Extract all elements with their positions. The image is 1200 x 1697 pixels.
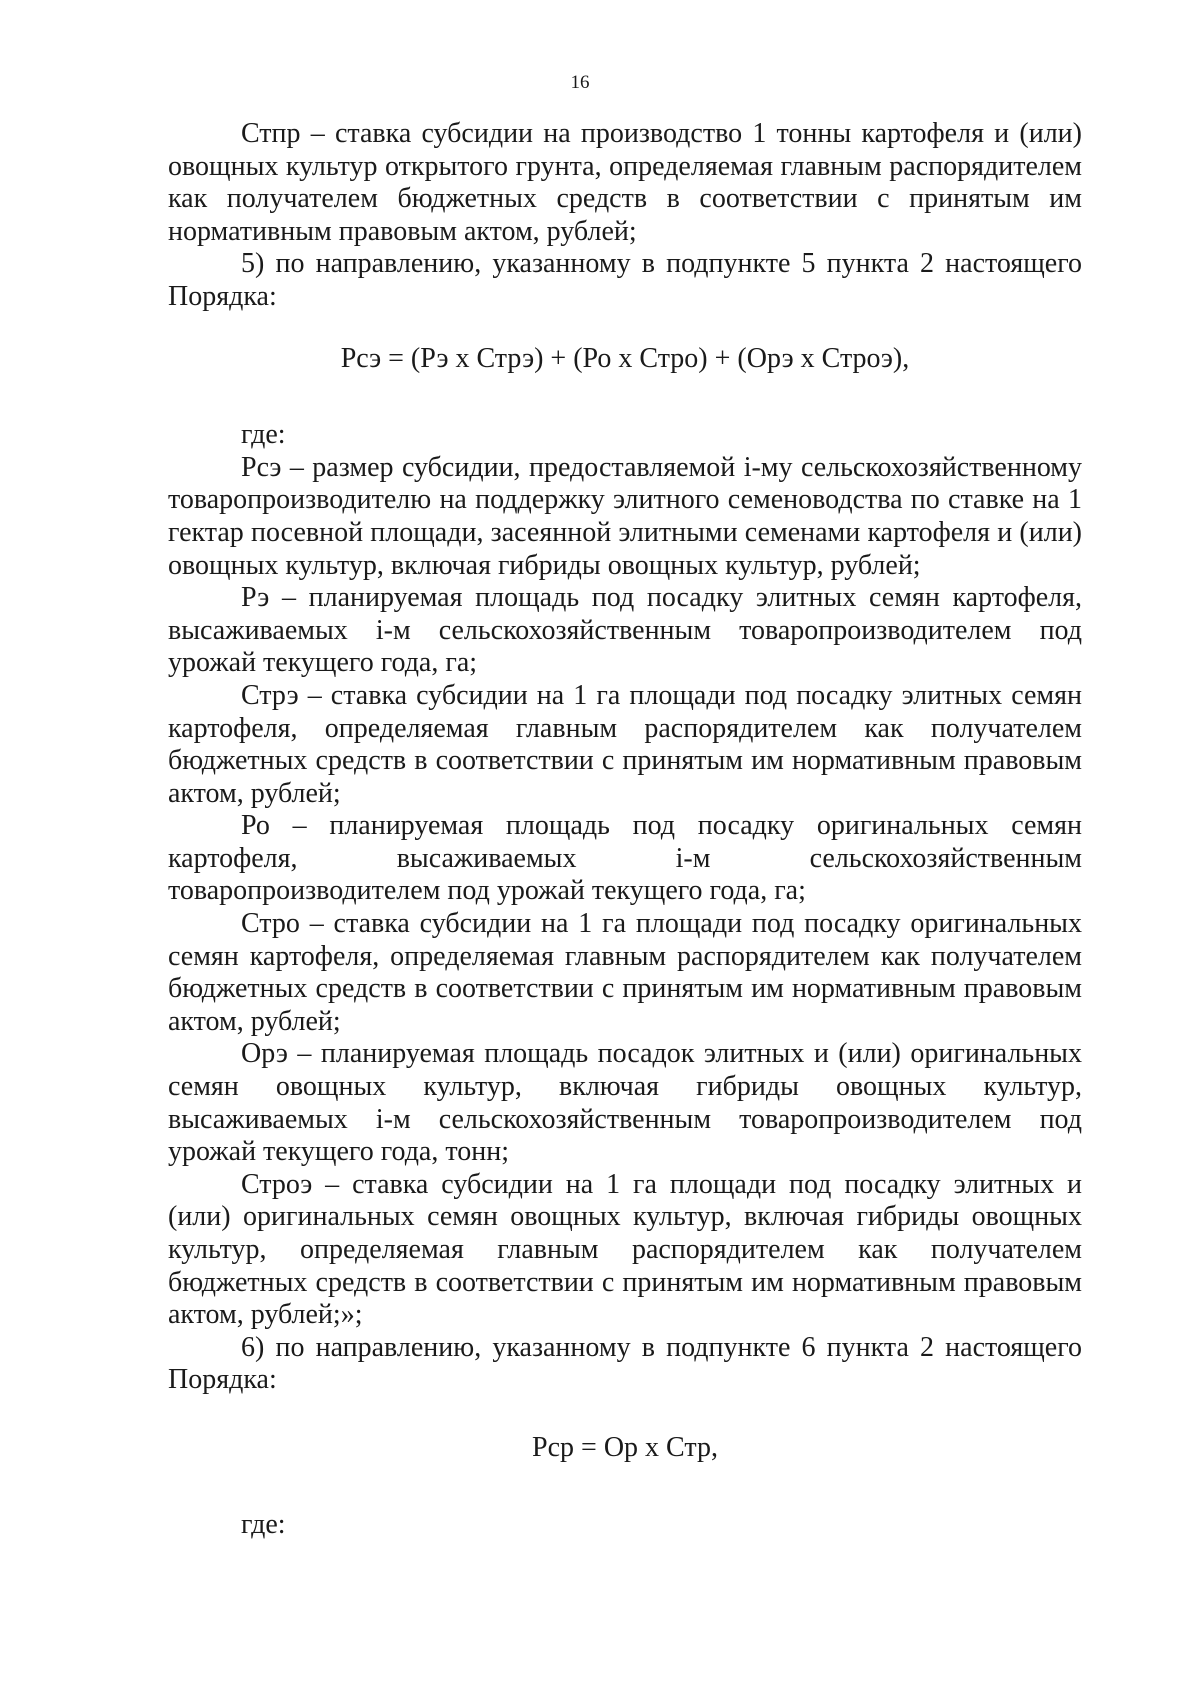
paragraph-re-definition: Рэ – планируемая площадь под посадку элитных семян картофеля, высаживаемых i-м сельскохозяйственным товаропроизводителем под урожай текущего года, га; — [168, 582, 1082, 679]
paragraph-ro-definition: Ро – планируемая площадь под посадку оригинальных семян картофеля, высаживаемых i-м сельскохозяйственным товаропроизводителем под урожай текущего года, га; — [168, 810, 1082, 907]
formula-rsr: Рср = Ор х Стр, — [532, 1431, 718, 1463]
paragraph-stro-definition: Стро – ставка субсидии на 1 га площади под посадку оригинальных семян картофеля, определяемая главным распорядителем как получателем бюджетных средств в соответствии с принятым им нормативным правовым актом, рублей; — [168, 908, 1082, 1037]
paragraph-direction-5: 5) по направлению, указанному в подпункте 5 пункта 2 настоящего Порядка: — [168, 248, 1082, 312]
document-body — [168, 118, 1082, 1541]
paragraph-ore-definition: Орэ – планируемая площадь посадок элитных и (или) оригинальных семян овощных культур, включая гибриды овощных культур, высаживаемых i-м сельскохозяйственным товаропроизводителем под урожай текущего года, тонн; — [168, 1038, 1082, 1168]
paragraph-direction-6: 6) по направлению, указанному в подпункте 6 пункта 2 настоящего Порядка: — [168, 1331, 1082, 1396]
paragraph-stroe-definition: Строэ – ставка субсидии на 1 га площади под посадку элитных и (или) оригинальных семян овощных культур, включая гибриды овощных культур, определяемая главным распорядителем как получателем бюджетных средств в соответствии с принятым им нормативным правовым актом, рублей;»; — [168, 1168, 1082, 1331]
where-label: где: — [241, 419, 286, 451]
where-label-2: где: — [241, 1508, 286, 1540]
paragraph-stpr-definition: Стпр – ставка субсидии на производство 1 тонны картофеля и (или) овощных культур открытого грунта, определяемая главным распорядителем как получателем бюджетных средств в соответствии с принятым им нормативным правовым актом, рублей; — [168, 118, 1082, 247]
formula-rse: Рсэ = (Рэ х Стрэ) + (Ро х Стро) + (Орэ х Строэ), — [340, 342, 910, 374]
paragraph-stre-definition: Стрэ – ставка субсидии на 1 га площади под посадку элитных семян картофеля, определяемая главным распорядителем как получателем бюджетных средств в соответствии с принятым им нормативным правовым актом, рублей; — [168, 679, 1082, 809]
page-number: 16 — [570, 72, 590, 93]
paragraph-rse-definition: Рсэ – размер субсидии, предоставляемой i-му сельскохозяйственному товаропроизводителю на поддержку элитного семеноводства по ставке на 1 гектар посевной площади, засеянной элитными семенами картофеля и (или) овощных культур, включая гибриды овощных культур, рублей; — [168, 451, 1082, 581]
